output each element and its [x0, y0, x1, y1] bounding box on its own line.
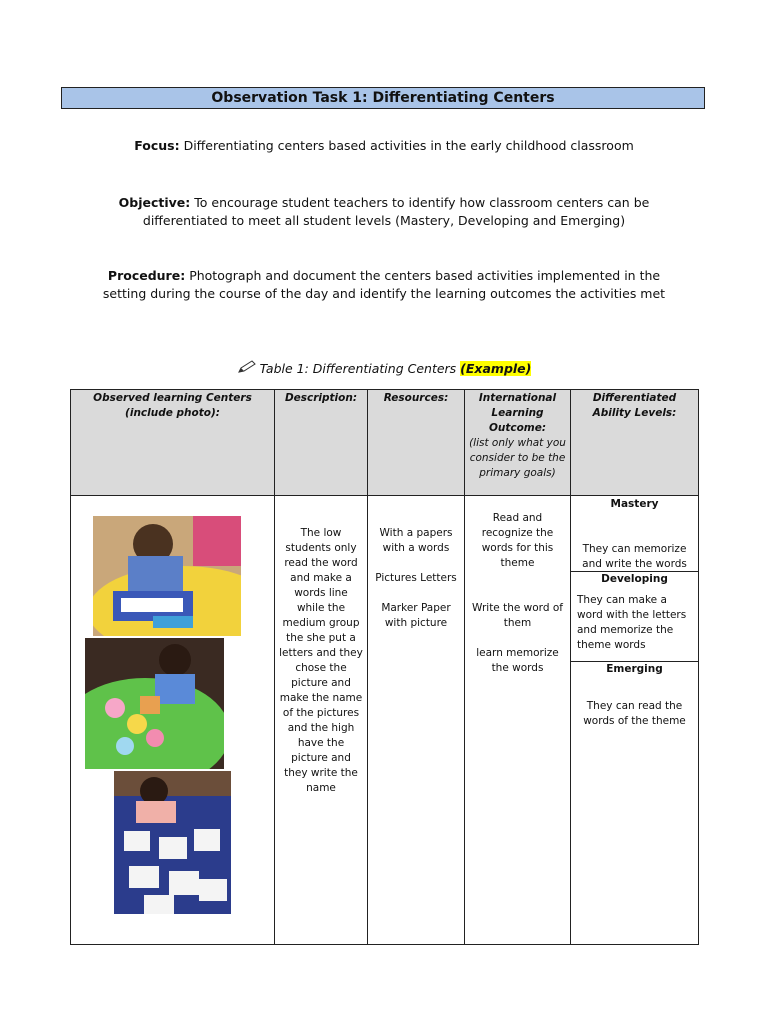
level-text: They can memorize and write the words — [582, 543, 687, 570]
outcomes-cell — [465, 496, 571, 945]
table-caption — [0, 360, 768, 379]
outcome-item: Read and recognize the words for this theme — [481, 512, 554, 569]
differentiating-centers-table — [70, 389, 699, 945]
center-photo-3 — [114, 771, 231, 914]
focus-paragraph — [100, 137, 668, 155]
resource-item: With a papers with a words — [379, 527, 453, 554]
header-description: Description: — [275, 390, 368, 496]
level-name: Mastery — [610, 498, 659, 510]
procedure-text: Photograph and document the centers based activities implemented in the setting during the course of the day and identify the learning outcomes the activities met — [102, 268, 666, 301]
level-mastery — [571, 497, 698, 572]
outcome-item: learn memorize the words — [476, 647, 559, 674]
header-outcome — [465, 390, 571, 496]
level-text: They can read the words of the theme — [583, 700, 686, 727]
caption-highlight: (Example) — [460, 361, 532, 376]
resource-item: Pictures Letters — [375, 572, 457, 584]
resource-item: Marker Paper with picture — [381, 602, 451, 629]
header-levels: Differentiated Ability Levels: — [571, 390, 699, 496]
level-text: They can make a word with the letters and memorize the theme words — [577, 594, 687, 651]
level-emerging — [571, 662, 698, 729]
photos-cell — [71, 496, 275, 945]
outcome-item: Write the word of them — [472, 602, 563, 629]
pencil-icon — [237, 360, 257, 379]
level-name: Developing — [601, 573, 668, 585]
focus-label: Focus: — [134, 138, 180, 153]
objective-text: To encourage student teachers to identify how classroom centers can be differentiated to meet all student levels (Mastery, Developing and Emerging) — [142, 195, 650, 228]
header-outcome-title: International Learning Outcome: — [478, 392, 557, 434]
objective-label: Objective: — [118, 195, 191, 210]
level-name: Emerging — [606, 663, 663, 675]
procedure-label: Procedure: — [107, 268, 186, 283]
description-cell: The low students only read the word and make a words line while the medium group the she put a letters and they chose the picture and make the name of the pictures and the high have the picture and they write the name — [275, 496, 368, 945]
procedure-paragraph — [100, 267, 668, 303]
center-photo-1 — [93, 516, 241, 636]
focus-text: Differentiating centers based activities in the early childhood classroom — [183, 138, 634, 153]
table-header-row — [71, 390, 699, 496]
caption-text: Table 1: Differentiating Centers — [259, 361, 461, 376]
resources-cell — [368, 496, 465, 945]
table-body-row — [71, 496, 699, 945]
document-title: Observation Task 1: Differentiating Centers — [61, 87, 705, 109]
header-centers: Observed learning Centers (include photo): — [71, 390, 275, 496]
header-resources: Resources: — [368, 390, 465, 496]
objective-paragraph — [100, 194, 668, 230]
center-photo-2 — [85, 638, 224, 769]
levels-cell — [571, 496, 699, 945]
level-developing — [571, 572, 698, 653]
header-outcome-note: (list only what you consider to be the primary goals) — [469, 437, 566, 479]
